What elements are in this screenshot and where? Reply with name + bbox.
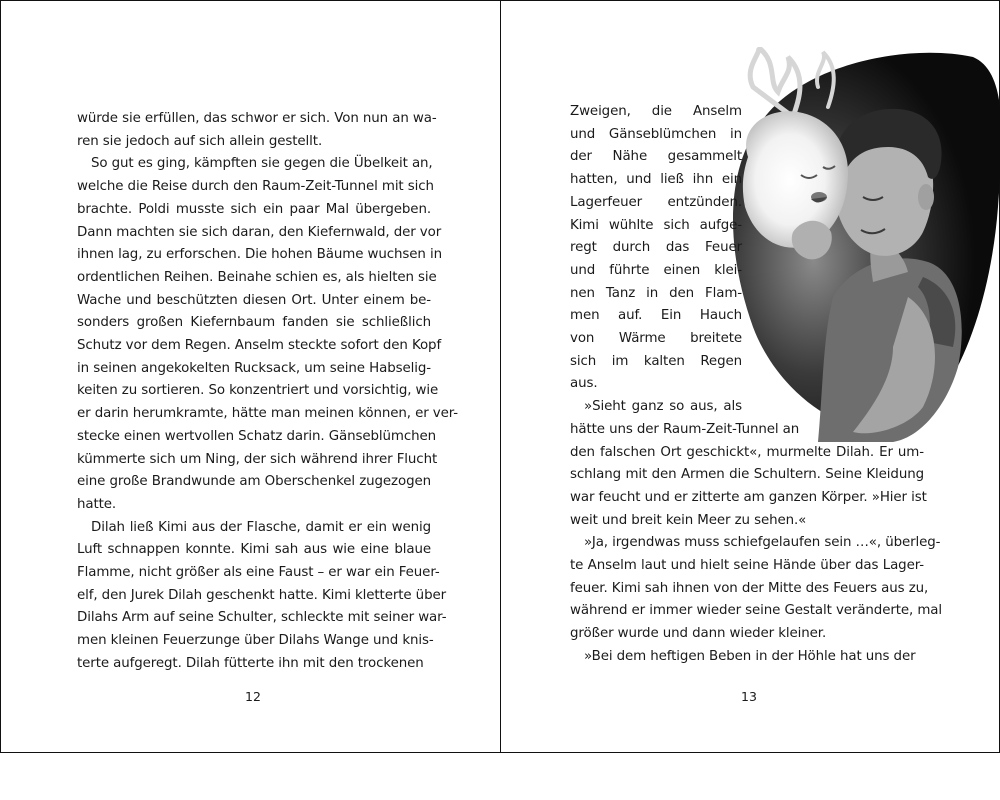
text-line: weit und breit kein Meer zu sehen.« xyxy=(570,512,807,528)
text-line: sonders großen Kiefernbaum fanden sie schließlich xyxy=(77,315,431,331)
text-line: feuer. Kimi sah ihnen von der Mitte des Feuers aus zu, xyxy=(570,580,929,596)
text-line: hatte. xyxy=(77,496,117,512)
text-line: größer wurde und dann wieder kleiner. xyxy=(570,626,827,642)
text-line: brachte. Poldi musste sich ein paar Mal übergeben. xyxy=(77,201,431,217)
text-line: men auf. Ein Hauch xyxy=(570,308,742,324)
text-line: sich im kalten Regen xyxy=(570,353,742,369)
text-line: welche die Reise durch den Raum-Zeit-Tunnel mit sich xyxy=(77,179,434,195)
text-line: der Nähe gesammelt xyxy=(570,149,742,165)
text-line: Dilah ließ Kimi aus der Flasche, damit er ein wenig xyxy=(91,519,431,535)
text-line: Lagerfeuer entzünden. xyxy=(570,194,742,210)
text-line: und führte einen klei- xyxy=(570,262,742,278)
text-line: hätte uns der Raum-Zeit-Tunnel an xyxy=(570,421,800,437)
page-number: 12 xyxy=(245,689,261,704)
text-line: Kimi wühlte sich aufge- xyxy=(570,217,742,233)
text-line: den falschen Ort geschickt«, murmelte Dilah. Er um- xyxy=(570,444,924,460)
text-line: Dilahs Arm auf seine Schulter, schleckte mit seiner war- xyxy=(77,610,447,626)
text-line: »Sieht ganz so aus, als xyxy=(584,399,742,415)
text-line: »Ja, irgendwas muss schiefgelaufen sein …«, überleg- xyxy=(584,535,941,551)
text-line: »Bei dem heftigen Beben in der Höhle hat uns der xyxy=(584,648,916,664)
text-line: terte aufgeregt. Dilah fütterte ihn mit den trockenen xyxy=(77,655,424,671)
text-line: ihnen lag, zu erforschen. Die hohen Bäume wuchsen in xyxy=(77,247,442,263)
text-line: Luft schnappen konnte. Kimi sah aus wie eine blaue xyxy=(77,542,431,558)
illustration-fire-elf-and-boy xyxy=(723,47,1000,442)
text-line: So gut es ging, kämpften sie gegen die Übelkeit an, xyxy=(91,156,433,172)
page-number: 13 xyxy=(741,689,757,704)
text-line: men kleinen Feuerzunge über Dilahs Wange und knis- xyxy=(77,633,434,649)
text-line: regt durch das Feuer xyxy=(570,240,742,256)
text-line: ordentlichen Reihen. Beinahe schien es, als hielten sie xyxy=(77,269,437,285)
text-line: elf, den Jurek Dilah geschenkt hatte. Kimi kletterte über xyxy=(77,587,447,603)
text-line: in seinen angekokelten Rucksack, um seine Habselig- xyxy=(77,360,431,376)
text-line: er darin herumkramte, hätte man meinen können, er ver- xyxy=(77,406,459,422)
text-line: hatten, und ließ ihn ein xyxy=(570,172,742,188)
text-line: stecke einen wertvollen Schatz darin. Gänseblümchen xyxy=(77,428,437,444)
text-line: Flamme, nicht größer als eine Faust – er war ein Feuer- xyxy=(77,565,440,580)
text-line: und Gänseblümchen in xyxy=(570,126,742,142)
text-line: würde sie erfüllen, das schwor er sich. Von nun an wa- xyxy=(77,111,437,126)
right-page xyxy=(500,1,1000,752)
text-line: während er immer wieder seine Gestalt veränderte, mal xyxy=(570,603,943,619)
text-line: war feucht und er zitterte am ganzen Körper. »Hier ist xyxy=(570,489,927,505)
text-line: von Wärme breitete xyxy=(570,331,742,346)
left-page xyxy=(0,1,501,752)
text-line: ren sie jedoch auf sich allein gestellt. xyxy=(77,133,323,149)
text-line: te Anselm laut und hielt seine Hände über das Lager- xyxy=(570,558,924,573)
text-line: Dann machten sie sich daran, den Kiefernwald, der vor xyxy=(77,224,442,240)
text-line: Zweigen, die Anselm xyxy=(570,104,742,119)
text-line: keiten zu sortieren. So konzentriert und vorsichtig, wie xyxy=(77,383,439,399)
text-line: eine große Brandwunde am Oberschenkel zugezogen xyxy=(77,474,431,490)
text-line: nen Tanz in den Flam- xyxy=(570,285,742,301)
text-line: schlang mit den Armen die Schultern. Seine Kleidung xyxy=(570,467,924,483)
text-line: Schutz vor dem Regen. Anselm steckte sofort den Kopf xyxy=(77,338,442,353)
text-line: Wache und beschützten diesen Ort. Unter einem be- xyxy=(77,292,431,308)
text-line: kümmerte sich um Ning, der sich während ihrer Flucht xyxy=(77,451,438,467)
text-line: aus. xyxy=(570,376,598,392)
